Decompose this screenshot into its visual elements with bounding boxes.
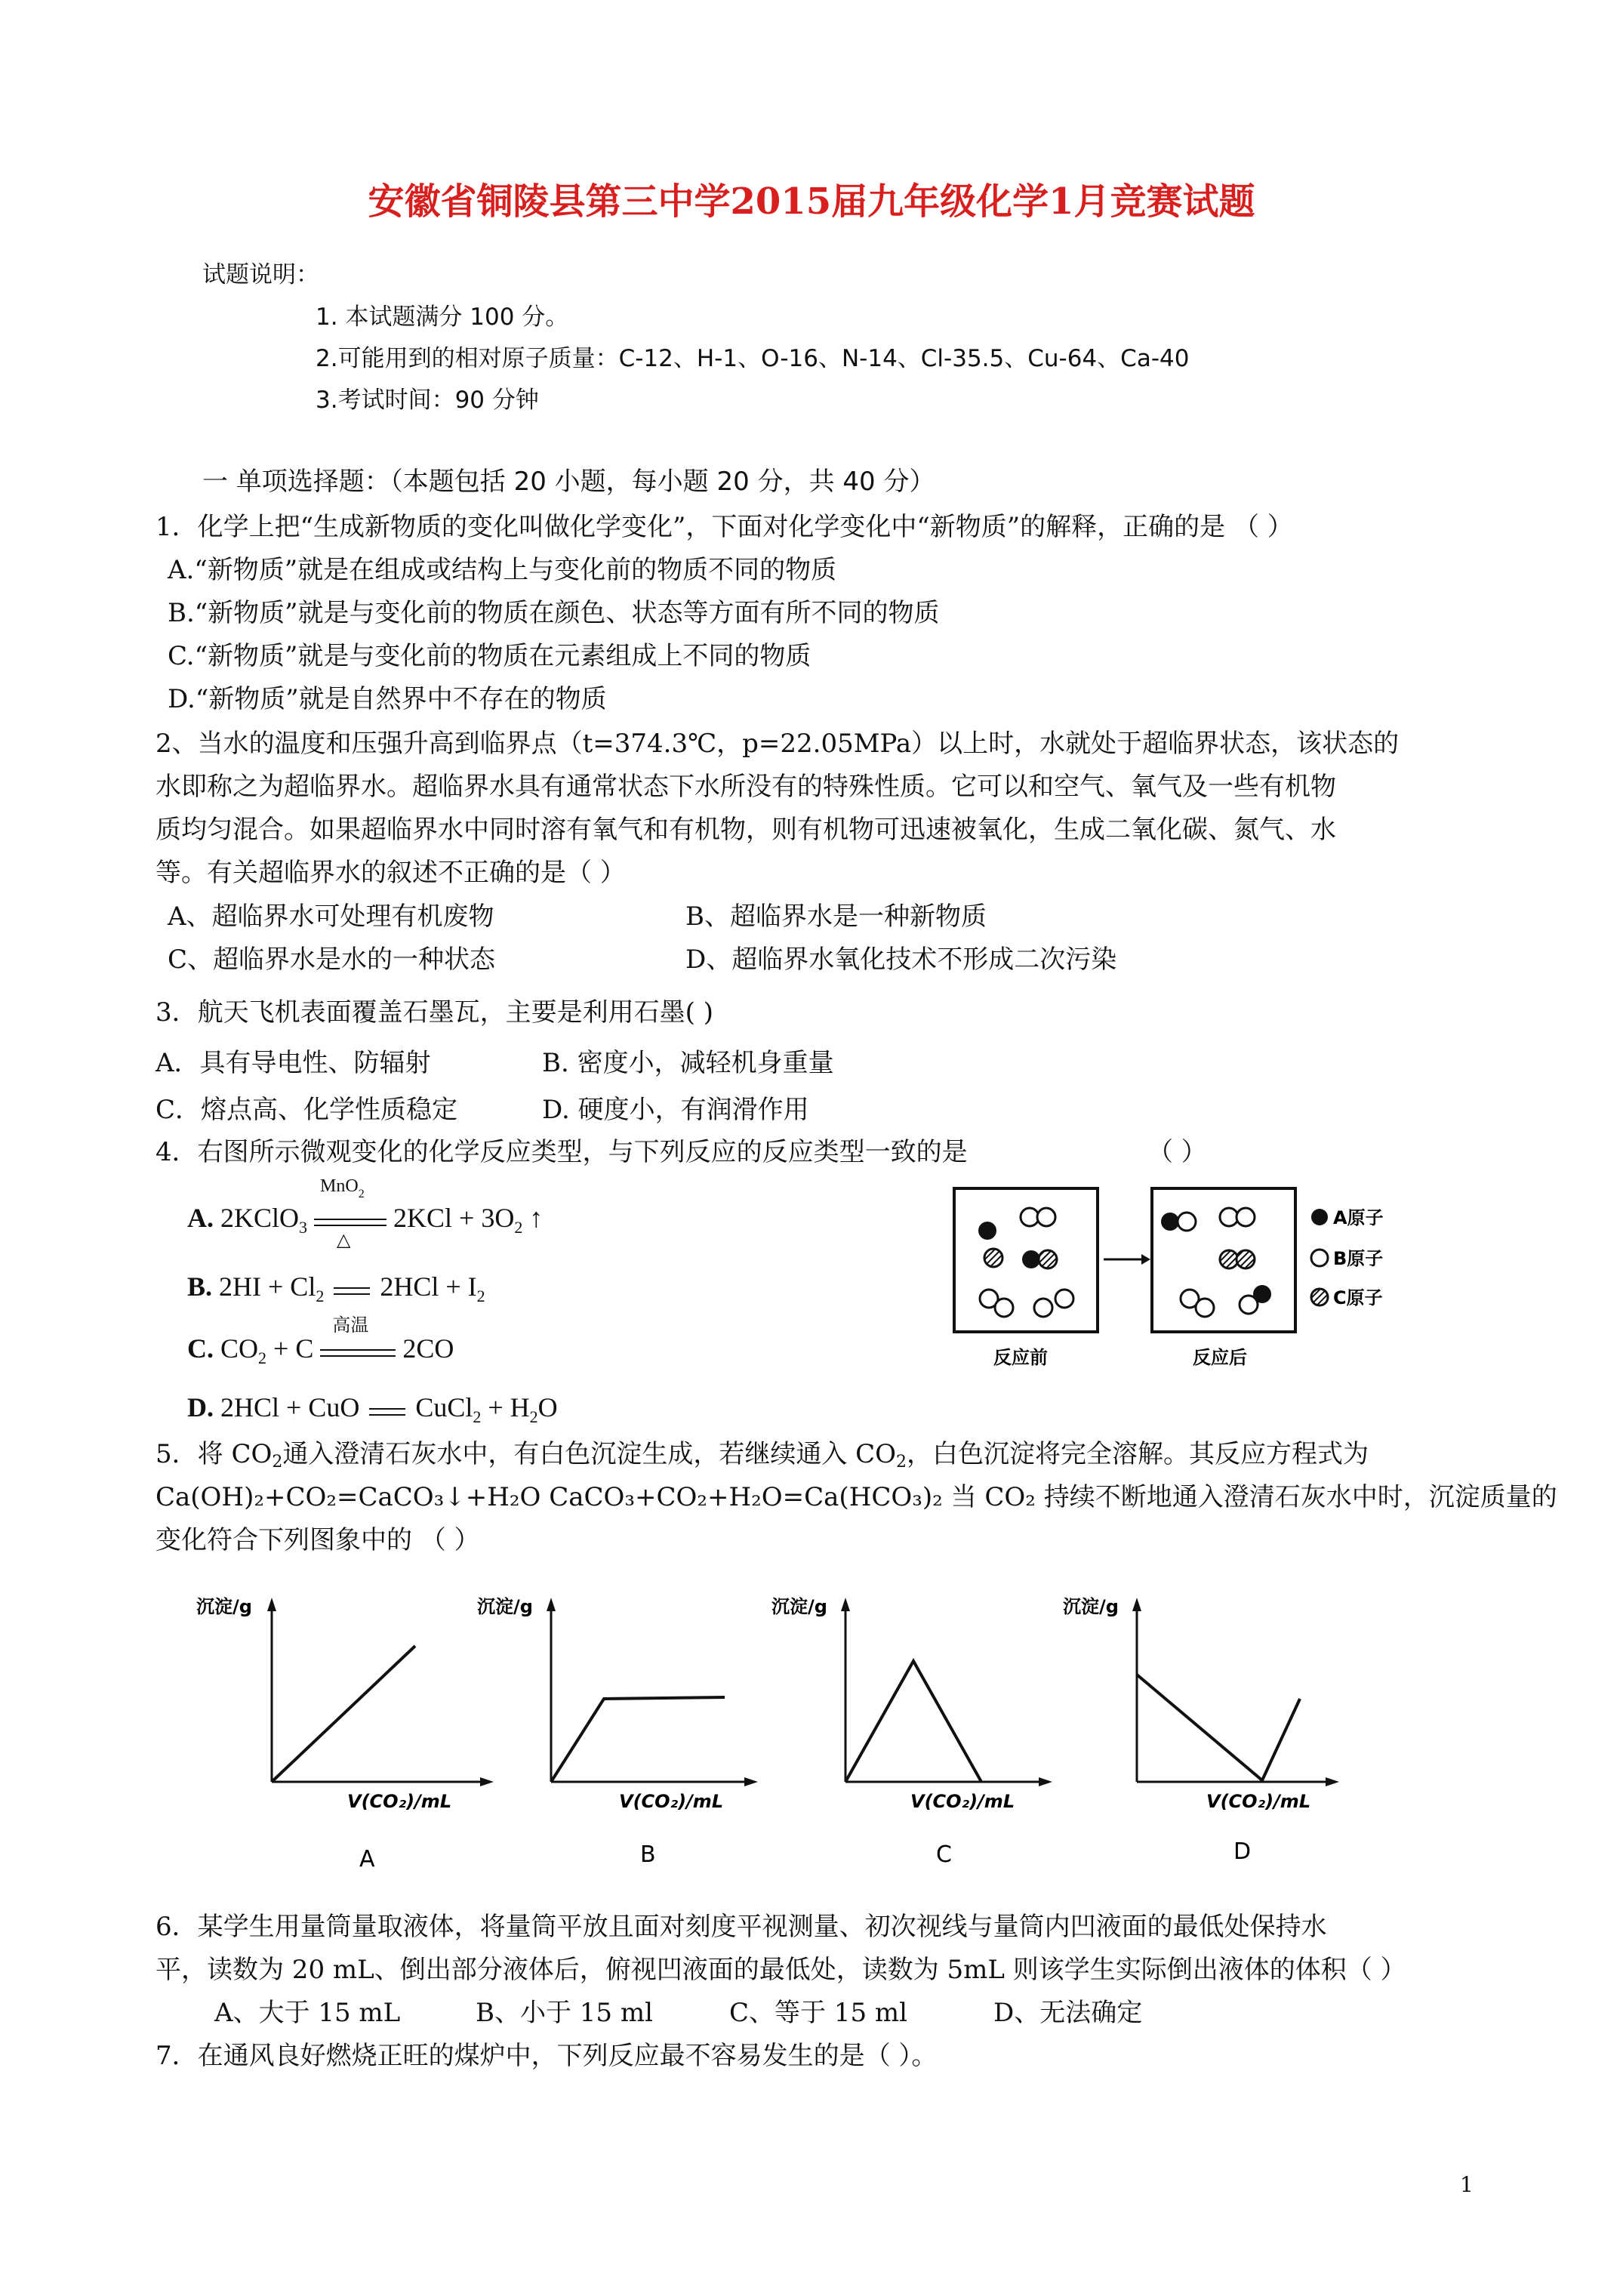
y-label: 沉淀/g xyxy=(477,1596,533,1617)
question-2-line: 水即称之为超临界水。超临界水具有通常状态下水所没有的特殊性质。它可以和空气、氧气及一些有机物 xyxy=(156,772,1336,802)
b-atom xyxy=(995,1299,1013,1317)
question-1-stem: 1．化学上把“生成新物质的变化叫做化学变化”，下面对化学变化中“新物质”的解释，正确的是 （ ） xyxy=(156,512,1293,542)
b-atom xyxy=(1236,1208,1255,1226)
a-atom xyxy=(978,1222,996,1240)
option-label: C. xyxy=(187,1333,214,1364)
condition-label: 高温 xyxy=(332,1315,369,1336)
equation-arrow xyxy=(314,1176,387,1250)
question-2-line: 等。有关超临界水的叙述不正确的是（ ） xyxy=(156,858,626,888)
b-atom xyxy=(1055,1290,1073,1308)
equation-product: 2KCl + 3O xyxy=(393,1203,515,1233)
option-label: B. xyxy=(187,1271,213,1302)
curve-b xyxy=(551,1697,725,1782)
equation-subscript: 2 xyxy=(514,1218,523,1237)
question-3-option-c: C．熔点高、化学性质稳定 xyxy=(156,1095,458,1125)
equation-subscript: 2 xyxy=(473,1407,482,1426)
note-item: 1. 本试题满分 100 分。 xyxy=(316,304,569,331)
equation-d xyxy=(187,1391,558,1427)
legend-b-label: B原子 xyxy=(1333,1248,1384,1269)
curve-a xyxy=(272,1646,415,1782)
catalyst-label: MnO$_2$ xyxy=(320,1176,365,1200)
equation-a xyxy=(187,1176,544,1250)
equation-reactant: 2KClO xyxy=(220,1203,300,1233)
question-6-option-b: B、小于 15 ml xyxy=(476,1998,653,2028)
question-2-line: 质均匀混合。如果超临界水中同时溶有氧气和有机物，则有机物可迅速被氧化，生成二氧化碳、氮气、水 xyxy=(156,815,1336,845)
c-atom xyxy=(1039,1250,1057,1268)
question-3-option-a: A．具有导电性、防辐射 xyxy=(156,1048,431,1078)
equation-subscript: 2 xyxy=(529,1407,538,1426)
legend-a-icon xyxy=(1311,1209,1328,1225)
y-arrow xyxy=(547,1598,556,1611)
equation-b xyxy=(187,1271,485,1306)
x-label: V(CO₂)/mL xyxy=(619,1791,724,1812)
question-4-stem: 4．右图所示微观变化的化学反应类型，与下列反应的反应类型一致的是 xyxy=(156,1137,968,1167)
x-label: V(CO₂)/mL xyxy=(910,1791,1015,1812)
equation-c xyxy=(187,1315,454,1368)
c-atom xyxy=(1220,1250,1238,1268)
x-arrow xyxy=(1326,1777,1339,1786)
equation-product: O xyxy=(537,1392,558,1422)
y-arrow xyxy=(267,1598,276,1611)
notes-heading: 试题说明： xyxy=(202,261,319,288)
x-label: V(CO₂)/mL xyxy=(1206,1791,1311,1812)
c-atom xyxy=(984,1249,1002,1267)
graph-letter: A xyxy=(359,1846,375,1872)
question-5-line: 5．将 CO2通入澄清石灰水中，有白色沉淀生成，若继续通入 CO2，白色沉淀将完全溶解。其反应方程式为 xyxy=(156,1439,1369,1472)
legend-a-label: A原子 xyxy=(1333,1207,1384,1228)
equation-reactant: 2HI + Cl xyxy=(219,1271,316,1302)
question-5-line: Ca(OH)₂+CO₂=CaCO₃↓+H₂O CaCO₃+CO₂+H₂O=Ca(HCO₃)₂ 当 CO₂ 持续不断地通入澄清石灰水中时，沉淀质量的 xyxy=(156,1482,1557,1512)
page-title: 安徽省铜陵县第三中学2015届九年级化学1月竞赛试题 xyxy=(368,180,1255,223)
question-4-answer-paren: （ ） xyxy=(1147,1137,1207,1167)
question-6-option-a: A、大于 15 mL xyxy=(214,1998,401,2028)
question-7-stem: 7．在通风良好燃烧正旺的煤炉中，下列反应最不容易发生的是（ ）。 xyxy=(156,2041,938,2071)
y-arrow xyxy=(1132,1598,1141,1611)
question-1-option-c: C.“新物质”就是与变化前的物质在元素组成上不同的物质 xyxy=(168,641,812,671)
y-arrow xyxy=(841,1598,850,1611)
y-label: 沉淀/g xyxy=(771,1596,827,1617)
equation-product: 2HCl + I xyxy=(380,1271,477,1302)
equation-product: + H xyxy=(481,1392,530,1422)
question-6-line: 6．某学生用量筒量取液体，将量筒平放且面对刻度平视测量、初次视线与量筒内凹液面的最低处保持水 xyxy=(156,1912,1327,1942)
arrow-head xyxy=(1141,1254,1150,1265)
question-6-option-d: D、无法确定 xyxy=(993,1998,1143,2028)
q5-graphs xyxy=(181,1578,1359,1880)
reaction-diagram xyxy=(944,1178,1427,1374)
question-2-line: 2、当水的温度和压强升高到临界点（t=374.3℃，p=22.05MPa）以上时，水就处于超临界状态，该状态的 xyxy=(156,729,1400,759)
b-atom xyxy=(1178,1213,1196,1231)
equation-reactant: 2HCl + CuO xyxy=(220,1392,360,1422)
x-arrow xyxy=(744,1777,758,1786)
question-2-option-a: A、超临界水可处理有机废物 xyxy=(168,901,494,932)
question-1-option-a: A.“新物质”就是在组成或结构上与变化前的物质不同的物质 xyxy=(168,555,837,585)
page-number: 1 xyxy=(1460,2172,1474,2197)
legend-c-icon xyxy=(1311,1289,1328,1305)
b-atom xyxy=(1037,1208,1055,1226)
graph-c xyxy=(771,1596,1052,1868)
option-label: D. xyxy=(187,1392,214,1422)
legend-b-icon xyxy=(1311,1250,1328,1266)
x-arrow xyxy=(1039,1777,1052,1786)
equation-product: 2CO xyxy=(402,1333,454,1364)
note-item: 3.考试时间：90 分钟 xyxy=(316,387,539,414)
question-2-option-b: B、超临界水是一种新物质 xyxy=(685,901,987,932)
equation-subscript: 2 xyxy=(258,1348,267,1367)
b-atom xyxy=(1196,1299,1214,1317)
equation-reactant: CO xyxy=(220,1333,259,1364)
question-1-option-b: B.“新物质”就是与变化前的物质在颜色、状态等方面有所不同的物质 xyxy=(168,598,940,628)
y-label: 沉淀/g xyxy=(1063,1596,1119,1617)
equation-subscript: 2 xyxy=(476,1287,485,1305)
question-2-option-d: D、超临界水氧化技术不形成二次污染 xyxy=(685,945,1117,975)
c-atom xyxy=(1236,1250,1255,1268)
a-atom xyxy=(1253,1285,1271,1303)
y-label: 沉淀/g xyxy=(196,1596,252,1617)
graph-letter: D xyxy=(1233,1838,1252,1865)
section-heading: 一 单项选择题：（本题包括 20 小题，每小题 20 分，共 40 分） xyxy=(202,467,935,497)
graph-letter: C xyxy=(936,1841,952,1868)
option-label: A. xyxy=(187,1203,214,1233)
curve-d xyxy=(1137,1675,1300,1780)
graph-d xyxy=(1063,1596,1339,1865)
b-atom xyxy=(1220,1208,1238,1226)
x-label: V(CO₂)/mL xyxy=(347,1791,452,1812)
question-6-line: 平，读数为 20 mL、倒出部分液体后，俯视凹液面的最低处，读数为 5mL 则该学生实际倒出液体的体积（ ） xyxy=(156,1955,1406,1985)
b-atom xyxy=(1021,1208,1039,1226)
equation-subscript: 3 xyxy=(299,1218,308,1237)
equation-product: CuCl xyxy=(415,1392,473,1422)
question-1-option-d: D.“新物质”就是自然界中不存在的物质 xyxy=(168,684,607,714)
x-arrow xyxy=(480,1777,494,1786)
question-2-option-c: C、超临界水是水的一种状态 xyxy=(168,945,496,975)
equation-arrow xyxy=(320,1315,396,1363)
equation-reactant: + C xyxy=(266,1333,314,1364)
after-label: 反应后 xyxy=(1193,1347,1247,1368)
equation-equals xyxy=(331,1278,373,1301)
a-atom xyxy=(1161,1213,1179,1231)
question-3-option-b: B. 密度小，减轻机身重量 xyxy=(542,1048,834,1078)
equation-equals xyxy=(366,1399,408,1422)
graph-letter: B xyxy=(640,1841,656,1868)
note-item: 2.可能用到的相对原子质量：C-12、H-1、O-16、N-14、Cl-35.5、Cu-64、Ca-40 xyxy=(316,345,1190,372)
legend-c-label: C原子 xyxy=(1333,1287,1383,1308)
question-6-option-c: C、等于 15 ml xyxy=(729,1998,908,2028)
question-3-option-d: D. 硬度小，有润滑作用 xyxy=(542,1095,809,1125)
before-label: 反应前 xyxy=(993,1347,1048,1368)
graph-b xyxy=(477,1596,758,1868)
gas-arrow: ↑ xyxy=(522,1203,544,1233)
b-atom xyxy=(1034,1299,1052,1317)
question-5-line: 变化符合下列图象中的 （ ） xyxy=(156,1525,480,1555)
question-3-stem: 3．航天飞机表面覆盖石墨瓦，主要是利用石墨( ) xyxy=(156,997,713,1028)
graph-a xyxy=(196,1596,494,1872)
heat-symbol: △ xyxy=(337,1230,351,1250)
equation-subscript: 2 xyxy=(316,1287,325,1305)
curve-c xyxy=(845,1661,981,1782)
a-atom xyxy=(1022,1250,1040,1268)
